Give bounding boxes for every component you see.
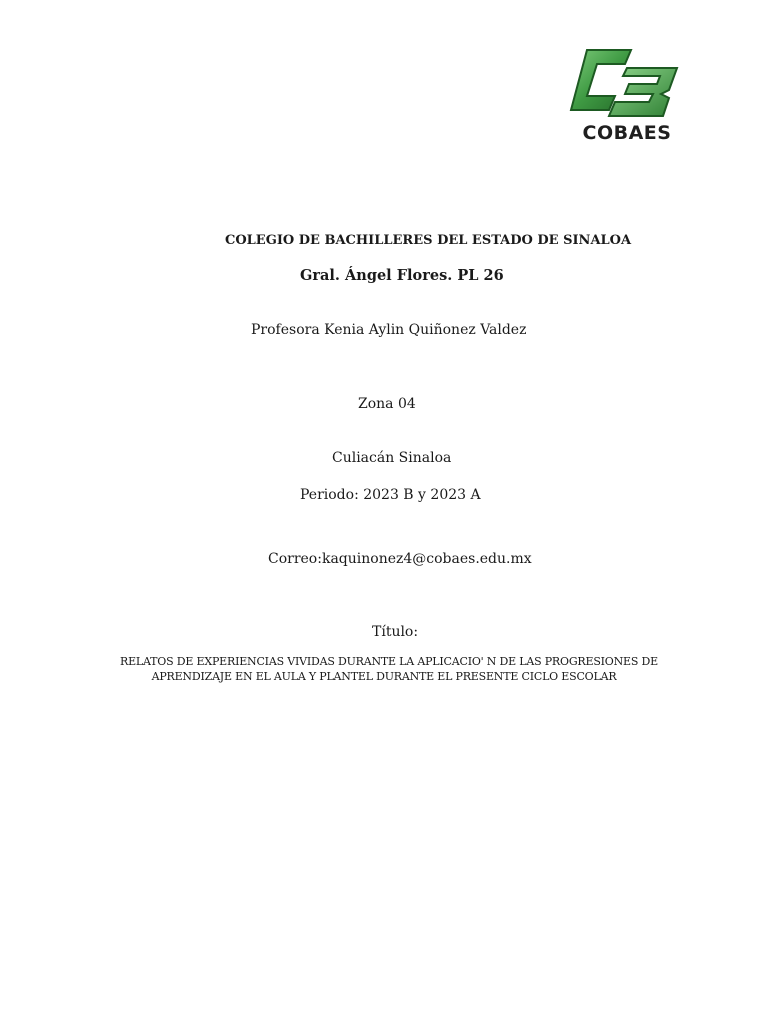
teacher-name: Profesora Kenia Aylin Quiñonez Valdez xyxy=(251,322,527,338)
document-title-line-1: RELATOS DE EXPERIENCIAS VIVIDAS DURANTE LA APLICACIO' N DE LAS PROGRESIONES DE xyxy=(120,655,658,668)
city: Culiacán Sinaloa xyxy=(332,450,452,466)
document-title xyxy=(120,654,658,684)
period: Periodo: 2023 B y 2023 A xyxy=(300,487,481,503)
zone: Zona 04 xyxy=(358,396,416,412)
cobaes-logo xyxy=(565,44,689,148)
document-title-line-2: APRENDIZAJE EN EL AULA Y PLANTEL DURANTE EL PRESENTE CICLO ESCOLAR xyxy=(151,670,617,683)
institution-name: COLEGIO DE BACHILLERES DEL ESTADO DE SINALOA xyxy=(225,233,632,248)
campus-name: Gral. Ángel Flores. PL 26 xyxy=(300,267,504,284)
email: Correo:kaquinonez4@cobaes.edu.mx xyxy=(268,551,532,567)
logo-text: COBAES xyxy=(582,122,672,144)
title-label: Título: xyxy=(372,624,419,640)
